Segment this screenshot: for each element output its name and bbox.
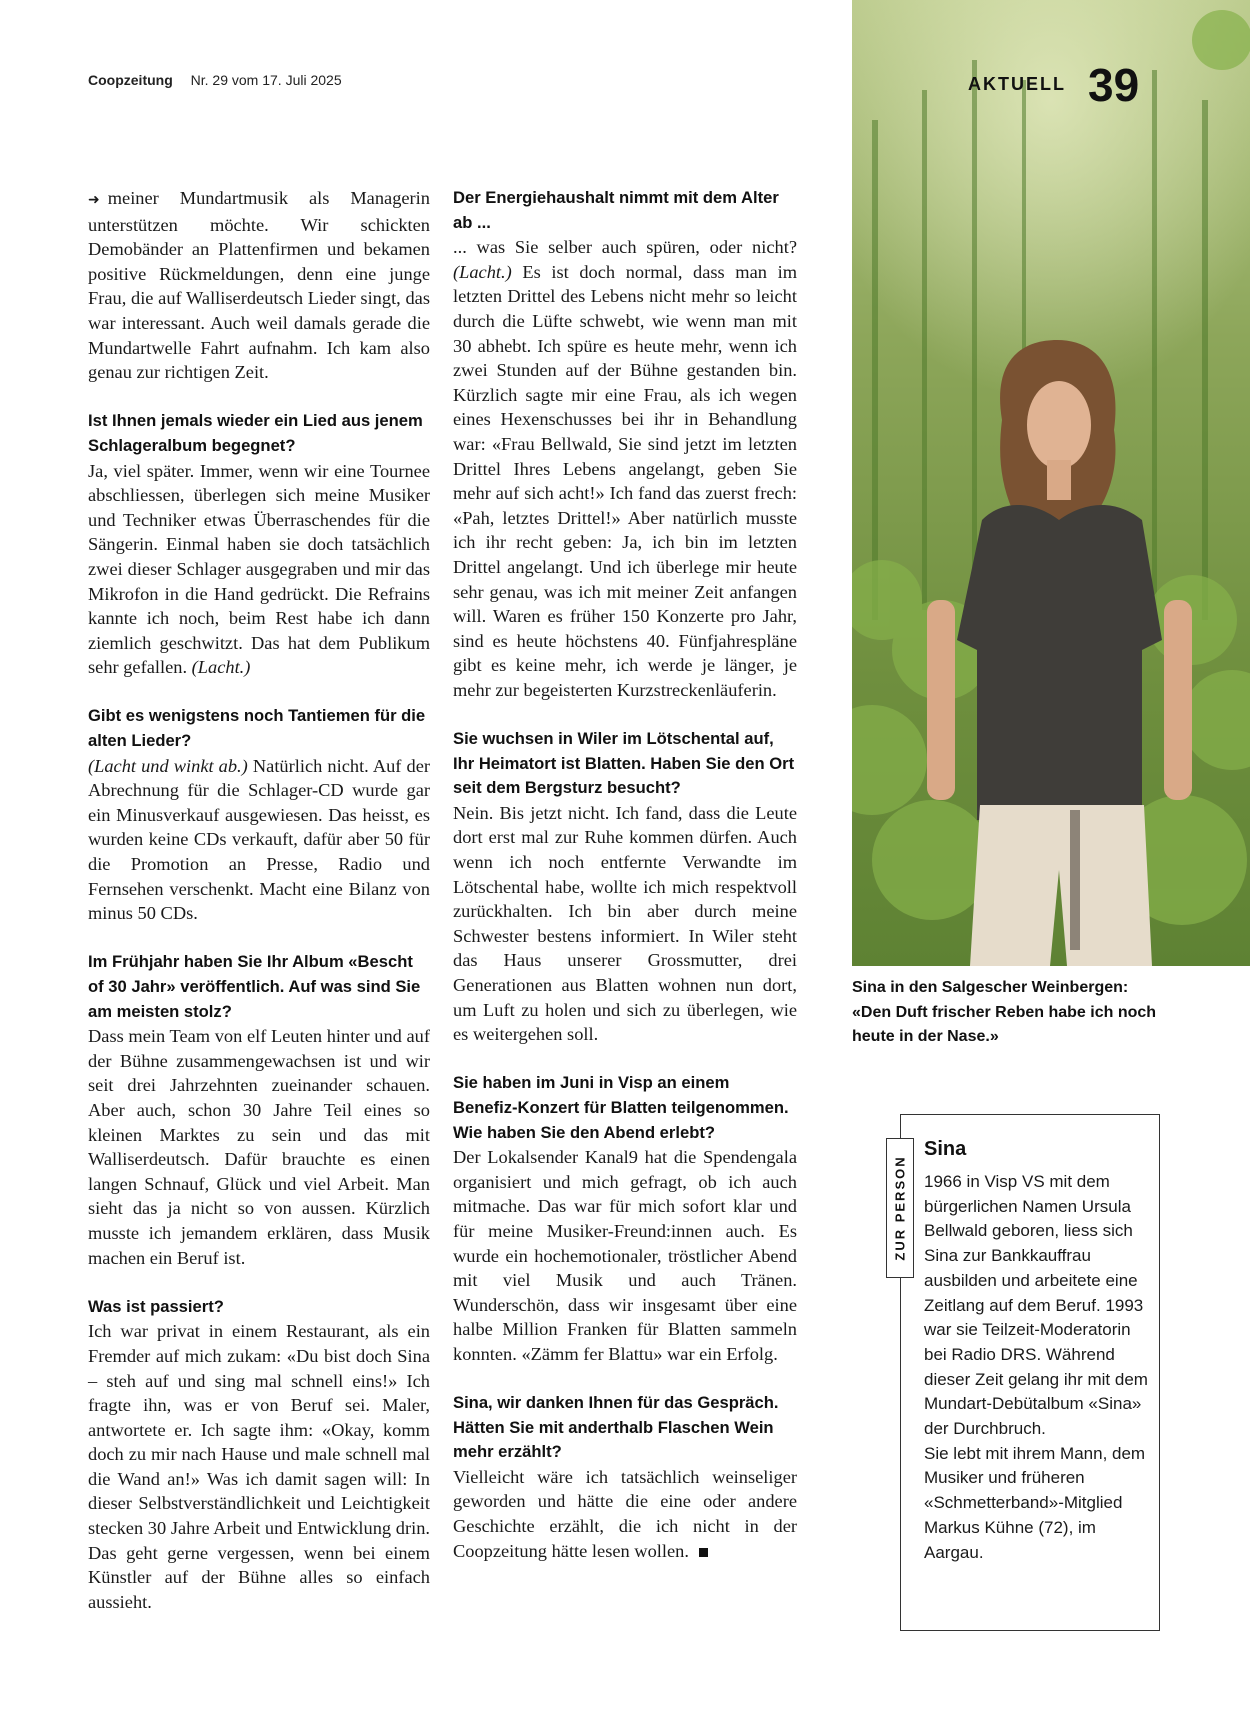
interview-answer: ... was Sie selber auch spüren, oder nicht? (Lacht.) Es ist doch normal, dass man im letzten Drittel des Lebens nicht mehr so leicht durch die Lüfte schwebt, wie wenn man mit 30 abhebt. Ich spüre es heute mehr, wenn ich zwei Stunden auf der Bühne gestanden bin. Kürzlich sagte mir eine Frau, als ich wegen eines Hexenschusses bei ihr in Behandlung war: «Frau Bellwald, Sie sind jetzt im letzten Drittel Ihres Lebens angelangt, geben Sie mehr auf sich acht!» Ich fand das zuerst frech: «Pah, letztes Drittel!» Aber natürlich musste ich ihr recht geben: Ja, ich bin im letzten Drittel angelangt. Und ich überlege mir heute sehr genau, was ich mit meiner Zeit anfangen will. Waren es früher 150 Konzerte pro Jahr, sind es heute höchstens 40. Fünfjahrespläne gibt es keine mehr, ich werde je länger, je mehr zur begeisterten Kurzstreckenläuferin. xyxy=(453,237,797,700)
section-label: AKTUELL xyxy=(968,74,1066,94)
profile-tab xyxy=(886,1138,914,1278)
caption-line-1: Sina in den Salgescher Weinbergen: xyxy=(852,979,1129,996)
caption-line-2: «Den Duft frischer Reben habe ich noch heute in der Nase.» xyxy=(852,1003,1157,1045)
interview-answer: Ja, viel später. Immer, wenn wir eine Tournee abschliessen, überlegen sich meine Musiker und Techniker etwas Überraschendes für die Sängerin. Einmal haben sie doch tatsächlich zwei dieser Schlager ausgegraben und mir das Mikrofon in die Hand gedrückt. Die Refrains kannte ich noch, beim Rest habe ich dann ziemlich geschwitzt. Das hat dem Publikum sehr gefallen. (Lacht.) xyxy=(88,460,430,678)
interview-question: Ist Ihnen jemals wieder ein Lied aus jenem Schlageralbum begegnet? xyxy=(88,411,423,455)
page-header xyxy=(88,72,342,88)
profile-text xyxy=(924,1170,1148,1565)
publication-name: Coopzeitung xyxy=(88,72,173,88)
profile-tab-label: ZUR PERSON xyxy=(892,1155,908,1261)
interview-answer: Der Lokalsender Kanal9 hat die Spendengala organisiert und mich gefragt, ob ich auch mitmache. Das war für mich sofort klar und für meine Musiker-Freund:innen auch. Es wurde ein hochemotionaler, tröstlicher Abend mit viel Musik und auch Tränen. Wunderschön, dass wir insgesamt über eine halbe Million Franken für Blatten sammeln konnten. «Zämm fer Blattu» war ein Erfolg. xyxy=(453,1147,797,1364)
interview-answer: Ich war privat in einem Restaurant, als ein Fremder auf mich zukam: «Du bist doch Sina – steh auf und sing mal schnell eins!» Ich fragte ihn, was er von Beruf sei. Maler, antwortete er. Ich sagte ihm: «Okay, komm doch zu mir nach Hause und male schnell mal die Wand an!» Was ich damit sagen will: In dieser Selbstverständlichkeit und Leichtigkeit stecken 30 Jahre Arbeit und Entwicklung drin. Das geht gerne vergessen, wenn bei einem Künstler auf der Bühne alles so einfach aussieht. xyxy=(88,1321,430,1612)
interview-answer: (Lacht und winkt ab.) Natürlich nicht. Auf der Abrechnung für die Schlager-CD wurde gar ein Minusverkauf ausgewiesen. Das heisst, es wurden keine CDs verkauft, dafür aber 50 für die Promotion an Presse, Radio und Fernsehen verschenkt. Macht eine Bilanz von minus 50 CDs. xyxy=(88,755,430,924)
interview-question: Sie haben im Juni in Visp an einem Benefiz-Konzert für Blatten teilgenommen. Wie haben Sie den Abend erlebt? xyxy=(453,1073,789,1142)
interview-question: Der Energiehaushalt nimmt mit dem Alter ab ... xyxy=(453,188,779,232)
article-column-2 xyxy=(453,186,797,1563)
photo-caption xyxy=(852,976,1172,1050)
profile-name: Sina xyxy=(924,1138,967,1160)
interview-question: Sie wuchsen in Wiler im Lötschental auf, Ihr Heimatort ist Blatten. Haben Sie den Ort seit dem Bergsturz besucht? xyxy=(453,729,795,798)
interview-question: Was ist passiert? xyxy=(88,1296,224,1316)
interview-question: Sina, wir danken Ihnen für das Gespräch. Hätten Sie mit anderthalb Flaschen Wein mehr erzählt? xyxy=(453,1393,779,1462)
article-column-1 xyxy=(88,186,430,1614)
article-paragraph: ➜ meiner Mundartmusik als Managerin unterstützen möchte. Wir schickten Demobänder an Plattenfirmen und bekamen positive Rückmeldungen, denn eine junge Frau, die auf Walliserdeutsch Lieder singt, das war interessant. Auch weil damals gerade die Mundartwelle Fahrt aufnahm. Ich kam also genau zur richtigen Zeit. xyxy=(88,188,430,383)
interview-question: Gibt es wenigstens noch Tantiemen für die alten Lieder? xyxy=(88,706,426,751)
issue-info: Nr. 29 vom 17. Juli 2025 xyxy=(190,72,342,88)
profile-text-1: 1966 in Visp VS mit dem bürgerlichen Namen Ursula Bellwald geboren, liess sich Sina zur Bankkauffrau ausbilden und arbeitete eine Zeitlang auf dem Beruf. 1993 war sie Teilzeit-Moderatorin bei Radio DRS. Während dieser Zeit gelang ihr mit dem Mundart-Debütalbum «Sina» der Durchbruch. xyxy=(924,1172,1148,1439)
profile-text-2: Sie lebt mit ihrem Mann, dem Musiker und früheren «Schmetterband»-Mitglied Markus Kühne (72), im Aargau. xyxy=(924,1443,1146,1562)
continuation-arrow-icon: ➜ xyxy=(88,192,100,208)
interview-answer: Dass mein Team von elf Leuten hinter und auf der Bühne zusammengewachsen ist und wir seit drei Jahrzehnten zueinander schauen. Aber auch, schon 30 Jahre Teil eines so kleinen Marktes zu sein und das mit Walliserdeutsch. Dafür brauchte es einen langen Schnauf, Glück und viel Arbeit. Man sieht das ja nicht so von aussen. Kürzlich musste ich jemandem erklären, dass Musik machen ein Beruf ist. xyxy=(88,1026,430,1268)
end-mark-icon xyxy=(699,1548,708,1557)
interview-answer: Vielleicht wäre ich tatsächlich weinseliger geworden und hätte die eine oder andere Geschichte erzählt, die ich nicht in der Coopzeitung hätte lesen wollen. xyxy=(453,1466,797,1561)
page-number: 39 xyxy=(1088,59,1140,111)
interview-question: Im Frühjahr haben Sie Ihr Album «Bescht of 30 Jahr» veröffentlich. Auf was sind Sie am meisten stolz? xyxy=(88,952,421,1021)
portrait-photo xyxy=(852,0,1250,966)
interview-answer: Nein. Bis jetzt nicht. Ich fand, dass die Leute dort erst mal zur Ruhe kommen dürfen. Auch wenn ich noch entfernte Verwandte im Lötschental habe, wollte ich mich respektvoll zurückhalten. Ich bin aber durch meine Schwester bestens informiert. In Wiler steht das Haus unserer Grossmutter, drei Generationen aus Blatten wohnen nun dort, um Luft zu holen und sich zu überlegen, wie es weitergehen soll. xyxy=(453,802,797,1045)
photo-illustration xyxy=(852,0,1250,966)
